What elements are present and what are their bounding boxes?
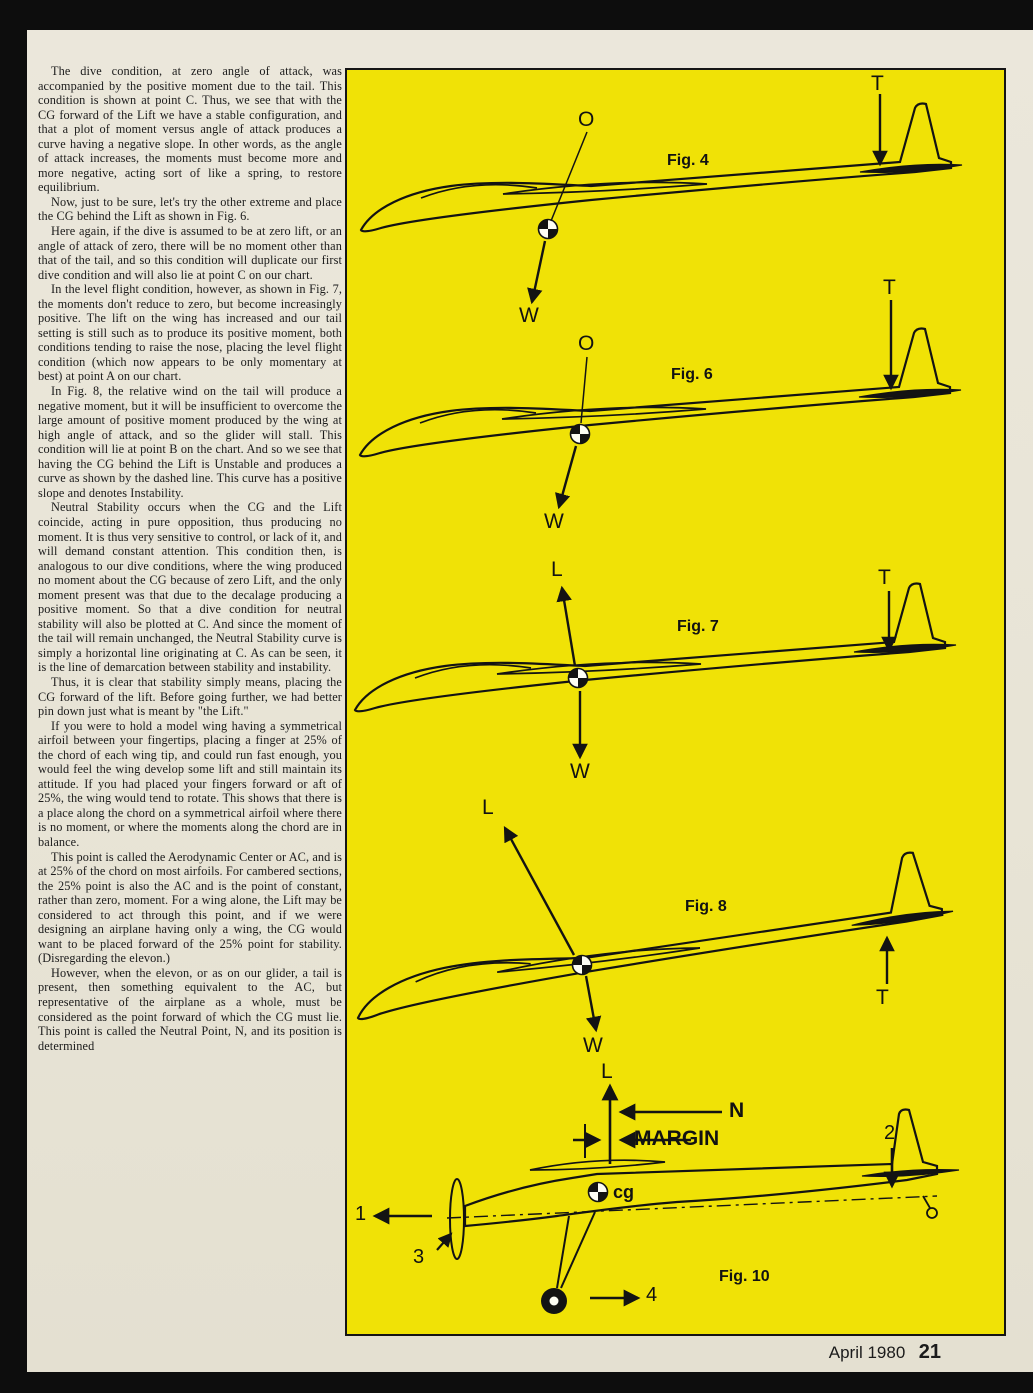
article-paragraph: Thus, it is clear that stability simply means, placing the CG forward of the lift. Before going further, we had better pin down just what is meant by "the Lift." — [38, 674, 342, 719]
fig4-drawing — [361, 94, 962, 302]
fig10-num-4: 4 — [646, 1284, 658, 1306]
fig7-cg-symbol — [569, 669, 588, 688]
fig10-stabilizer — [862, 1170, 959, 1177]
footer-date: April 1980 — [828, 1343, 906, 1362]
article-text-column — [38, 64, 342, 1053]
fig10-wing — [530, 1160, 665, 1170]
article-paragraph: Neutral Stability occurs when the CG and the Lift coincide, acting in pure opposition, thus producing no moment. It is thus very sensitive to control, or lack of it, and will demand constant attention. This condition then, is analogous to our dive conditions, where the wing produced no moment about the CG because of zero Lift, and the only moment present was that due to the decalage producing a positive moment. So that a dive condition for neutral stability will also be plotted at C. And since the moment of the tail will remain unchanged, the Neutral Stability curve is simply a horizontal line originating at C. As can be seen, it is the line of demarcation between stability and instability. — [38, 500, 342, 675]
fig10-force-n: N — [729, 1099, 745, 1122]
fig6-force-w: W — [544, 510, 564, 533]
fig4-cg-symbol — [539, 220, 558, 239]
fig10-num-1: 1 — [355, 1203, 367, 1225]
fig6-w-arrow — [559, 446, 576, 507]
fig8-w-arrow — [586, 976, 596, 1030]
fig8-glider — [349, 850, 957, 1019]
paper-background — [27, 30, 1033, 1372]
fig7-force-t: T — [878, 566, 891, 589]
fig6-glider — [360, 329, 961, 457]
article-paragraph: Now, just to be sure, let's try the other extreme and place the CG behind the Lift as shown in Fig. 6. — [38, 194, 342, 224]
fig10-drawing — [375, 1086, 959, 1314]
fig7-drawing — [355, 584, 956, 758]
fig7-l-arrow — [562, 588, 575, 666]
fig6-label: Fig. 6 — [671, 366, 713, 383]
fig4-glider — [361, 104, 962, 232]
fig10-margin-label: MARGIN — [634, 1127, 720, 1150]
fig10-propeller — [450, 1179, 464, 1259]
fig10-cg-symbol — [589, 1183, 608, 1202]
article-paragraph: In the level flight condition, however, as shown in Fig. 7, the moments don't reduce to zero, but become increasingly positive. The lift on the wing has increased and our tail setting is still such as to produce its positive moment, both conditions tending to raise the nose, placing the level flight condition (which now appears to be only momentary at best) at point A on our chart. — [38, 282, 342, 384]
fig7-glider — [355, 584, 956, 712]
fig8-label: Fig. 8 — [685, 898, 727, 915]
fig4-force-w: W — [519, 304, 539, 327]
fig6-force-o: O — [578, 332, 595, 355]
fig7-force-w: W — [570, 760, 590, 783]
fig10-wheel-hub — [550, 1297, 559, 1306]
fig4-o-line — [551, 132, 587, 221]
fig6-o-line — [581, 357, 587, 423]
fig10-tailwheel — [927, 1208, 937, 1218]
fig10-gear-strut — [557, 1216, 569, 1288]
fig10-gear-strut-2 — [561, 1212, 595, 1288]
fig4-force-o: O — [578, 108, 595, 131]
fig10-tailwheel-strut — [923, 1196, 930, 1208]
fig10-force-l: L — [601, 1060, 613, 1083]
article-paragraph: This point is called the Aerodynamic Center or AC, and is at 25% of the chord on most airfoils. For cambered sections, the 25% point is also the AC and is the point of constant, rather than zero, moment. For a wing alone, the Lift may be considered to act through this point, and if we were designing an airplane having only a wing, the CG would want to be placed forward of the 25% point for stability. (Disregarding the elevon.) — [38, 849, 342, 966]
fig8-force-w: W — [583, 1034, 603, 1057]
fig6-force-t: T — [883, 276, 896, 299]
article-paragraph: The dive condition, at zero angle of attack, was accompanied by the positive moment due to the tail. This condition is shown at point C. Thus, we see that with the CG forward of the Lift we have a stable configuration, and that a plot of moment versus angle of attack produces a curve having a negative slope. In other words, as the angle of attack increases, the moments must become more and more negative, acting sort of like a spring, to restore equilibrium. — [38, 64, 342, 195]
fig4-label: Fig. 4 — [667, 152, 709, 169]
article-paragraph: If you were to hold a model wing having a symmetrical airfoil between your fingertips, placing a finger at 25% of the chord of each wing tip, and could run fast enough, you would feel the wing develop some lift and still maintain its attitude. If you had placed your fingers forward or aft of 25%, the wing would tend to rotate. This shows that there is a place along the chord on a symmetrical airfoil where there is no moment, or where the moments along the chord are in balance. — [38, 718, 342, 849]
fig7-label: Fig. 7 — [677, 618, 719, 635]
fig8-l-arrow — [505, 828, 574, 955]
fig8-drawing — [349, 828, 957, 1030]
fig8-cg-symbol — [573, 956, 592, 975]
fig6-cg-symbol — [571, 425, 590, 444]
fig10-num-3: 3 — [413, 1246, 425, 1268]
fig10-cg-label: cg — [613, 1182, 635, 1202]
fig10-num-2: 2 — [884, 1122, 896, 1144]
figure-panel — [345, 68, 1006, 1336]
article-paragraph: Here again, if the dive is assumed to be at zero lift, or an angle of attack of zero, there will be no moment other than that of the tail, and so this condition will duplicate our first dive condition and will also lie at point C on our chart. — [38, 224, 342, 282]
fig10-datum-line — [447, 1196, 937, 1218]
footer-page-number: 21 — [918, 1341, 941, 1363]
fig7-force-l: L — [551, 558, 563, 581]
fig8-force-t: T — [876, 986, 889, 1009]
fig4-force-t: T — [871, 72, 884, 95]
fig4-w-arrow — [532, 241, 545, 302]
page-footer — [829, 1341, 941, 1364]
fig10-label: Fig. 10 — [719, 1268, 770, 1285]
fig8-force-l: L — [482, 796, 494, 819]
article-paragraph: However, when the elevon, or as on our glider, a tail is present, then something equivalent to the AC, but representative of the airplane as a whole, must be considered as the point forward of which the CG must lie. This point is called the Neutral Point, N, and its position is determined — [38, 965, 342, 1053]
fig10-arrow-3 — [437, 1234, 451, 1250]
article-paragraph: In Fig. 8, the relative wind on the tail will produce a negative moment, but it will be insufficient to overcome the large amount of positive moment produced by the wing at high angle of attack, and so the glider will stall. This condition will lie at point B on the chart. And so we see that having the CG behind the Lift is Unstable and produces a curve as shown by the dashed line. This curve has a positive slope and denotes Instability. — [38, 384, 342, 500]
fig6-drawing — [360, 300, 961, 507]
